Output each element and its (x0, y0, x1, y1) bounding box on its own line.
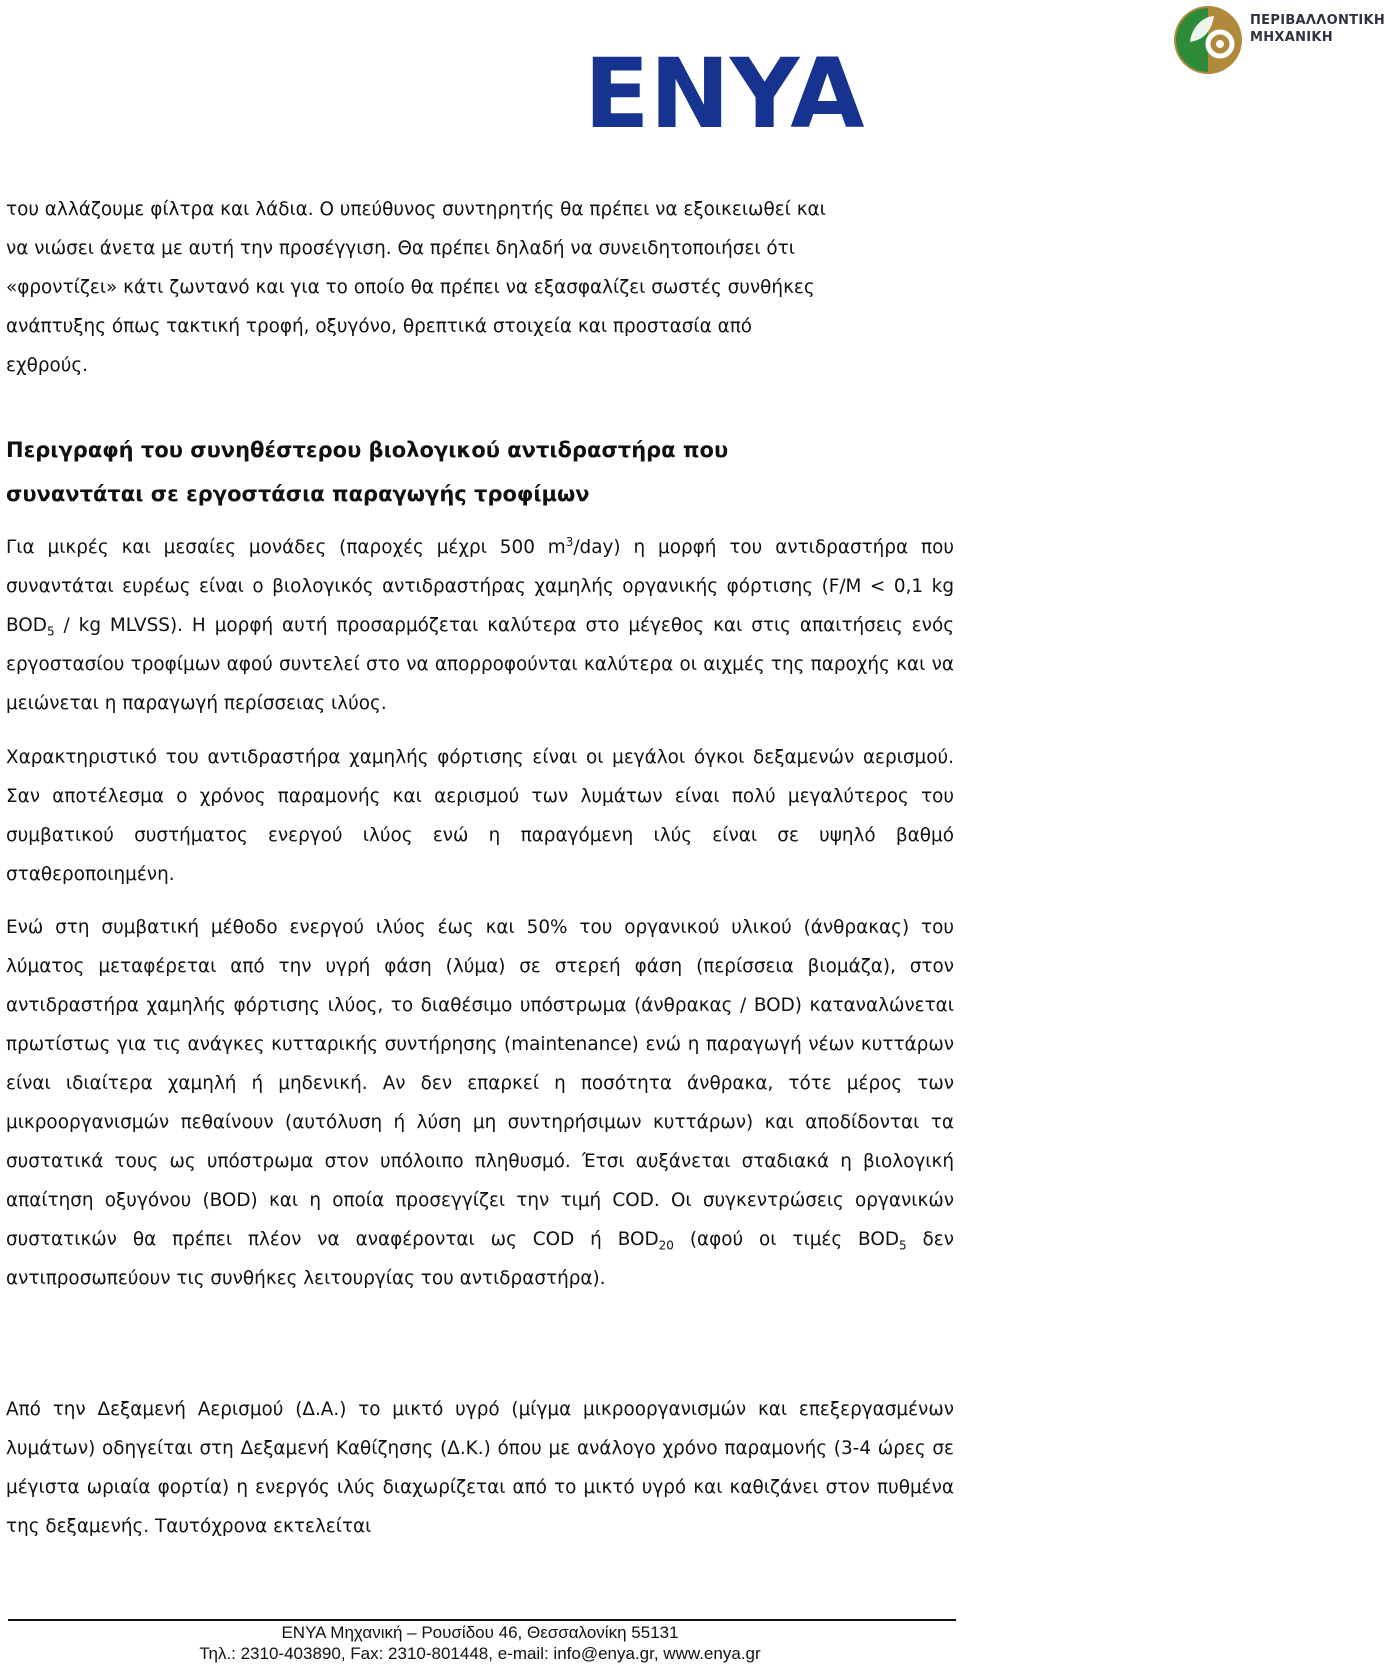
section-heading-line2: συναντάται σε εργοστάσια παραγωγής τροφίμων (6, 482, 590, 506)
leaf-gear-icon (1170, 2, 1246, 78)
superscript: 3 (565, 534, 574, 549)
footer-divider (8, 1619, 956, 1621)
logo-wordmark: ENYA (584, 38, 865, 150)
text-run: Ενώ στη συμβατική μέθοδο ενεργού ιλύος έως και 50% του οργανικού υλικού (άνθρακας) του λύματος μεταφέρεται από την υγρή φάση (λύμα) σε στερεή φάση (περίσσεια βιομάζα), στον αντιδραστήρα χαμηλής φόρτισης ιλύος, το διαθέσιμο υπόστρωμα (άνθρακας / BOD) καταναλώνεται πρωτίστως για τις ανάγκες κυτταρικής συντήρησης (maintenance) ενώ η παραγωγή νέων κυττάρων είναι ιδιαίτερα χαμηλή ή μηδενική. Αν δεν επαρκεί η ποσότητα άνθρακα, τότε μέρος των μικροοργανισμών πεθαίνουν (αυτόλυση ή λύση μη συντηρήσιμων κυττάρων) και αποδίδονται τα συστατικά τους ως υπόστρωμα στον υπόλοιπο πληθυσμό. Έτσι αυξάνεται σταδιακά η βιολογική απαίτηση οξυγόνου (BOD) και η οποία προσεγγίζει την τιμή COD. Οι συγκεντρώσεις οργανικών συστατικών θα πρέπει πλέον να αναφέρονται ως COD ή BOD (6, 917, 954, 1250)
footer-address: ΕΝΥΑ Μηχανική – Ρουσίδου 46, Θεσσαλονίκη 55131 (281, 1623, 679, 1642)
paragraph-line: ανάπτυξης όπως τακτική τροφή, οξυγόνο, θρεπτικά στοιχεία και προστασία από (6, 316, 753, 337)
paragraph-reactor-type (6, 528, 954, 723)
subscript: 20 (658, 1238, 674, 1253)
paragraph-intro (6, 190, 954, 385)
paragraph-body: Χαρακτηριστικό του αντιδραστήρα χαμηλής φόρτισης είναι οι μεγάλοι όγκοι δεξαμενών αερισμού. Σαν αποτέλεσμα ο χρόνος παραμονής και αερισμού των λυμάτων είναι πολύ μεγαλύτερος του συμβατικού συστήματος ενεργού ιλύος ενώ η παραγόμενη ιλύς είναι σε υψηλό βαθμό σταθεροποιημένη. (6, 747, 954, 885)
section-heading (6, 428, 954, 516)
logo-tagline (1250, 12, 1385, 46)
logo-tagline-line2: ΜΗΧΑΝΙΚΗ (1250, 30, 1333, 45)
paragraph-line: εχθρούς. (6, 355, 89, 376)
paragraph-aeration (6, 738, 954, 894)
paragraph-body (6, 528, 954, 723)
paragraph-body: Από την Δεξαμενή Αερισμού (Δ.Α.) το μικτό υγρό (μίγμα μικροοργανισμών και επεξεργασμένων λυμάτων) οδηγείται στη Δεξαμενή Καθίζησης (Δ.Κ.) όπου με ανάλογο χρόνο παραμονής (3-4 ώρες σε μέγιστα ωριαία φορτία) η ενεργός ιλύς διαχωρίζεται από το μικτό υγρό και καθιζάνει στον πυθμένα της δεξαμενής. Ταυτόχρονα εκτελείται (6, 1399, 954, 1537)
footer-contact: Τηλ.: 2310-403890, Fax: 2310-801448, e-mail: info@enya.gr, www.enya.gr (199, 1644, 761, 1663)
paragraph-body (6, 908, 954, 1298)
paragraph-activated-sludge (6, 908, 954, 1298)
paragraph-settling-tank (6, 1390, 954, 1546)
text-run: / kg MLVSS). Η μορφή αυτή προσαρμόζεται καλύτερα στο μέγεθος και στις απαιτήσεις ενός εργοστασίου τροφίμων αφού συντελεί στο να απορροφούνται καλύτερα οι αιχμές της παροχής και να μειώνεται η παραγωγή περίσσειας ιλύος. (6, 615, 954, 714)
paragraph-line: του αλλάζουμε φίλτρα και λάδια. Ο υπεύθυνος συντηρητής θα πρέπει να εξοικειωθεί και (6, 199, 826, 220)
text-run: δεν αντιπροσωπεύουν τις συνθήκες λειτουργίας του αντιδραστήρα). (6, 1229, 954, 1289)
logo-tagline-line1: ΠΕΡΙΒΑΛΛΟΝΤΙΚΗ (1250, 13, 1385, 28)
paragraph-line: «φροντίζει» κάτι ζωντανό και για το οποίο θα πρέπει να εξασφαλίζει σωστές συνθήκες (6, 277, 815, 298)
text-run: /day) η μορφή του αντιδραστήρα που συναντάται ευρέως είναι ο βιολογικός αντιδραστήρας χαμηλής οργανικής φόρτισης (F/M < 0,1 kg BOD (6, 537, 954, 636)
text-run: Για μικρές και μεσαίες μονάδες (παροχές μέχρι 500 m (6, 537, 566, 558)
page-footer (0, 1622, 960, 1664)
subscript: 5 (898, 1238, 907, 1253)
text-run: (αφού οι τιμές BOD (673, 1229, 899, 1250)
subscript: 5 (46, 624, 55, 639)
paragraph-line: να νιώσει άνετα με αυτή την προσέγγιση. Θα πρέπει δηλαδή να συνειδητοποιήσει ότι (6, 238, 795, 259)
section-heading-line1: Περιγραφή του συνηθέστερου βιολογικού αντιδραστήρα που (6, 438, 729, 462)
